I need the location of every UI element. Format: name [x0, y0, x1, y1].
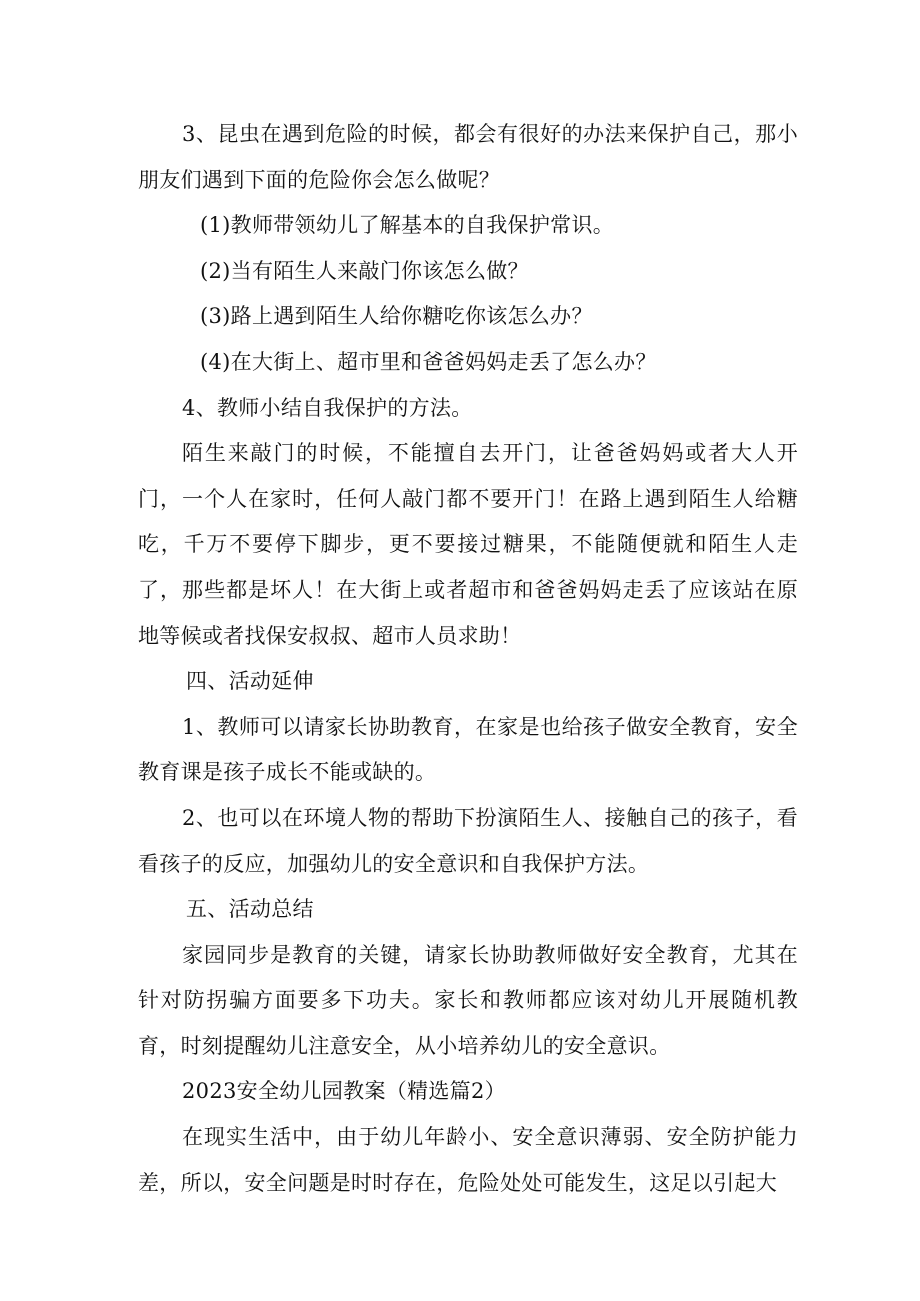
question-1: (1)教师带领幼儿了解基本的自我保护常识。	[200, 213, 615, 238]
question-3: (3)路上遇到陌生人给你糖吃你该怎么办？	[200, 304, 593, 329]
extension-item-1: 1、教师可以请家长协助教育，在家是也给孩子做安全教育，安全教育课是孩子成长不能或缺的。	[138, 714, 798, 785]
question-2: (2)当有陌生人来敲门你该怎么做？	[200, 258, 529, 283]
lesson-plan-title: 2023安全幼儿园教案（精选篇2）	[182, 1079, 506, 1104]
step-3-paragraph: 3、昆虫在遇到危险的时候，都会有很好的办法来保护自己，那小朋友们遇到下面的危险你会怎么做呢？	[138, 122, 798, 192]
summary-paragraph: 陌生来敲门的时候，不能擅自去开门，让爸爸妈妈或者大人开门，一个人在家时，任何人敲门都不要开门！在路上遇到陌生人给糖吃，千万不要停下脚步，更不要接过糖果，不能随便就和陌生人走了，那些都是坏人！在大街上或者超市和爸爸妈妈走丢了应该站在原地等候或者找保安叔叔、超市人员求助！	[138, 441, 798, 648]
summary-body-paragraph: 家园同步是教育的关键，请家长协助教师做好安全教育，尤其在针对防拐骗方面要多下功夫。家长和教师都应该对幼儿开展随机教育，时刻提醒幼儿注意安全，从小培养幼儿的安全意识。	[138, 942, 798, 1058]
intro-paragraph: 在现实生活中，由于幼儿年龄小、安全意识薄弱、安全防护能力差，所以，安全问题是时时存在，危险处处可能发生，这足以引起大	[138, 1125, 798, 1195]
question-4: (4)在大街上、超市里和爸爸妈妈走丢了怎么办？	[200, 349, 657, 374]
extension-item-2: 2、也可以在环境人物的帮助下扮演陌生人、接触自己的孩子，看看孩子的反应，加强幼儿的安全意识和自我保护方法。	[138, 805, 798, 876]
step-4-paragraph: 4、教师小结自我保护的方法。	[182, 395, 473, 420]
section-heading-summary: 五、活动总结	[186, 897, 314, 922]
document-body	[138, 112, 798, 1206]
section-heading-extension: 四、活动延伸	[186, 669, 314, 694]
